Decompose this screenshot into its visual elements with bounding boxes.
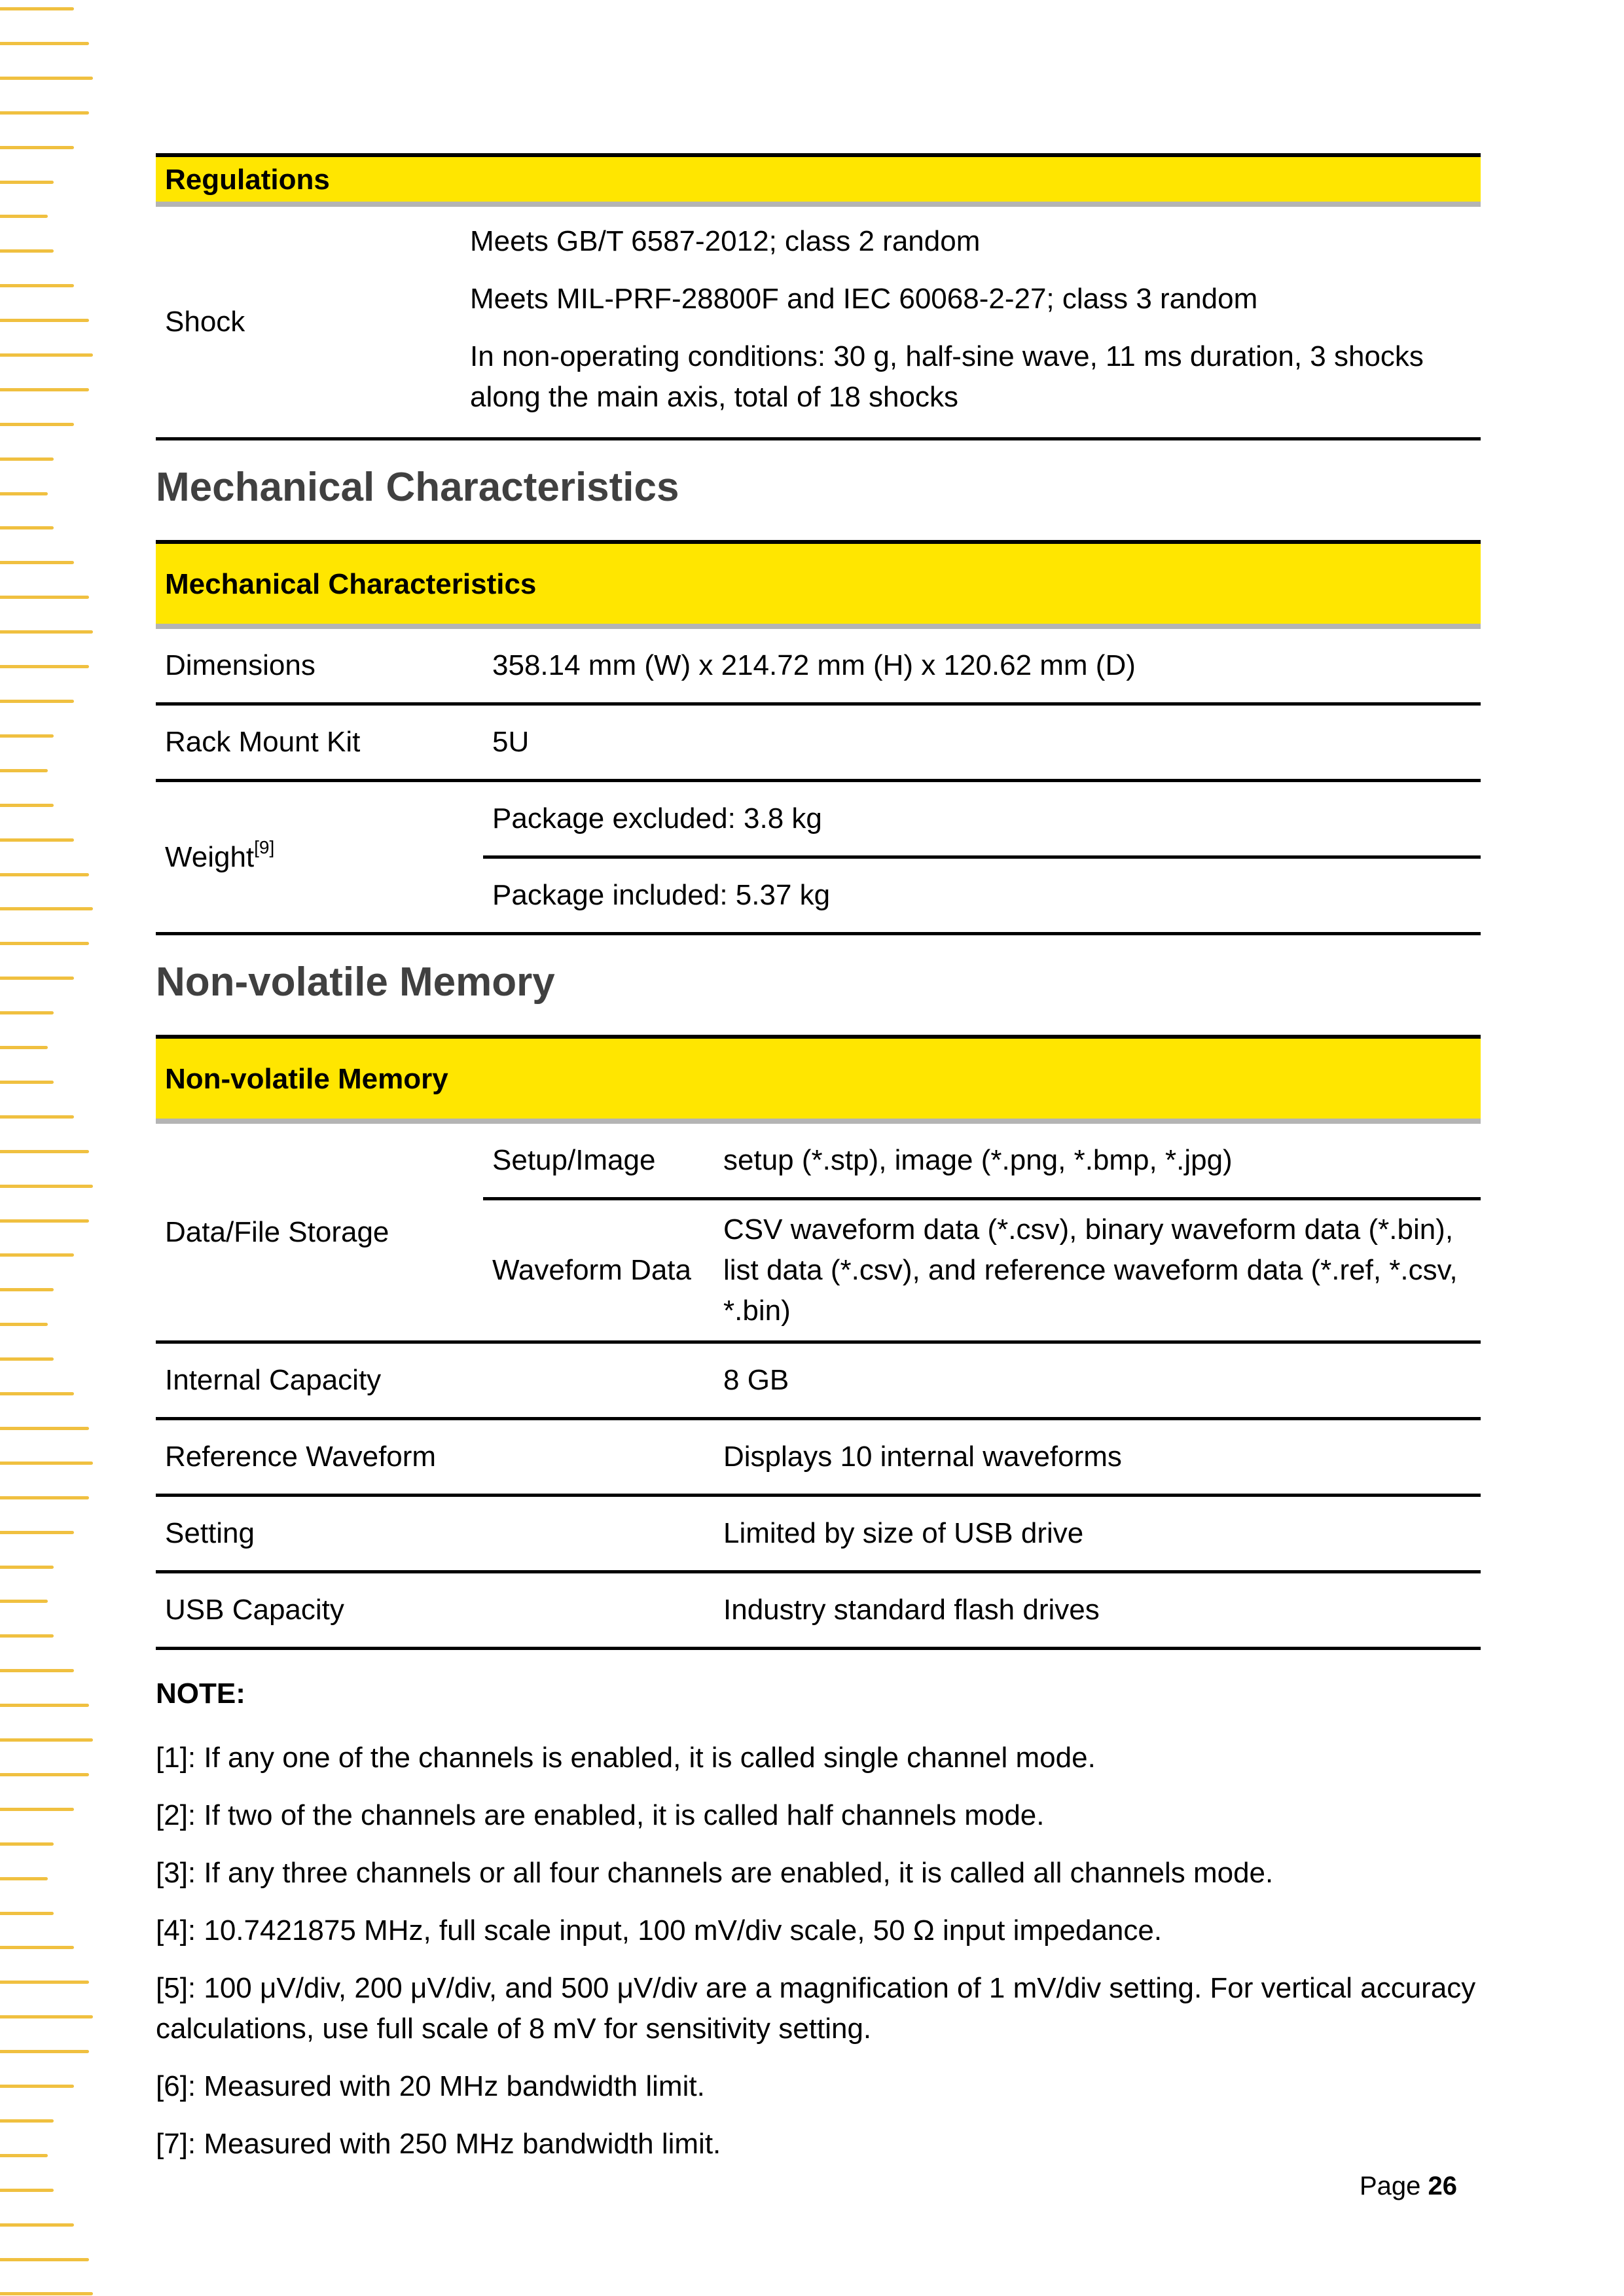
row-label: Setting: [156, 1496, 714, 1572]
ruler-tick: [0, 1738, 93, 1742]
table-row: [156, 1419, 1481, 1496]
ruler-tick: [0, 873, 89, 876]
ruler-tick: [0, 630, 93, 634]
ruler-tick: [0, 1150, 89, 1153]
ruler-tick: [0, 1842, 54, 1846]
ruler-tick: [0, 1115, 74, 1119]
table-row: [156, 1342, 1481, 1419]
ruler-tick: [0, 1912, 54, 1915]
ruler-tick: [0, 284, 74, 287]
table-row: [156, 781, 1481, 857]
mechanical-table: [156, 540, 1481, 935]
shock-spec-line: In non-operating conditions: 30 g, half-sine wave, 11 ms duration, 3 shocks along the main axis, total of 18 shocks: [470, 340, 1424, 413]
row-value: Industry standard flash drives: [714, 1572, 1481, 1649]
row-value: Package included: 5.37 kg: [483, 857, 1481, 934]
row-label: Dimensions: [156, 626, 483, 704]
ruler-tick: [0, 77, 93, 80]
ruler-tick: [0, 111, 89, 115]
ruler-tick: [0, 181, 54, 184]
ruler-tick: [0, 1323, 48, 1326]
ruler-tick: [0, 1531, 74, 1534]
note-item: [3]: If any three channels or all four channels are enabled, it is called all channels mode.: [156, 1857, 1274, 1889]
note-item: [1]: If any one of the channels is enabled, it is called single channel mode.: [156, 1742, 1096, 1774]
ruler-tick: [0, 388, 89, 391]
note-item: [2]: If two of the channels are enabled, it is called half channels mode.: [156, 1799, 1045, 1831]
ruler-tick: [0, 1704, 89, 1707]
ruler-tick: [0, 769, 48, 772]
ruler-tick: [0, 492, 48, 495]
ruler-tick: [0, 1219, 89, 1223]
row-label: Shock: [156, 204, 461, 439]
row-sublabel: Setup/Image: [483, 1121, 714, 1199]
ruler-tick: [0, 1566, 54, 1569]
row-value: Package excluded: 3.8 kg: [483, 781, 1481, 857]
ruler-tick: [0, 1981, 89, 1984]
ruler-tick: [0, 423, 74, 426]
row-value: CSV waveform data (*.csv), binary waveform data (*.bin), list data (*.csv), and reference waveform data (*.ref, *.csv, *.bin): [714, 1199, 1481, 1342]
ruler-tick: [0, 942, 89, 945]
ruler-tick: [0, 1392, 74, 1395]
ruler-tick: [0, 1357, 54, 1361]
row-label: Internal Capacity: [156, 1342, 714, 1419]
ruler-tick: [0, 457, 54, 461]
ruler-tick: [0, 596, 89, 599]
margin-ruler-decoration: [0, 0, 105, 2296]
table-header: Non-volatile Memory: [156, 1037, 1481, 1121]
row-label: USB Capacity: [156, 1572, 714, 1649]
ruler-tick: [0, 2258, 89, 2261]
page-number: 26: [1428, 2172, 1457, 2200]
row-label: Data/File Storage: [156, 1121, 483, 1342]
note-item: [6]: Measured with 20 MHz bandwidth limit.: [156, 2070, 705, 2102]
row-value: 5U: [483, 704, 1481, 781]
ruler-tick: [0, 1600, 48, 1603]
ruler-tick: [0, 2189, 54, 2192]
ruler-tick: [0, 1081, 54, 1084]
notes-section: [156, 1674, 1481, 2164]
note-item: [4]: 10.7421875 MHz, full scale input, 100 mV/div scale, 50 Ω input impedance.: [156, 1914, 1163, 1946]
section-heading-non-volatile-memory: Non-volatile Memory: [156, 960, 555, 1005]
ruler-tick: [0, 1462, 93, 1465]
ruler-tick: [0, 1773, 89, 1776]
regulations-table: [156, 153, 1481, 440]
ruler-tick: [0, 838, 74, 842]
table-row: [156, 1121, 1481, 1199]
ruler-tick: [0, 665, 89, 668]
ruler-tick: [0, 1669, 74, 1672]
table-row: [156, 204, 1481, 439]
ruler-tick: [0, 2015, 93, 2018]
shock-spec-line: Meets MIL-PRF-28800F and IEC 60068-2-27; class 3 random: [470, 283, 1258, 315]
page-content: [156, 153, 1481, 2164]
ruler-tick: [0, 1427, 89, 1430]
ruler-tick: [0, 526, 54, 529]
shock-spec-line: Meets GB/T 6587-2012; class 2 random: [470, 225, 981, 257]
row-sublabel: Waveform Data: [483, 1199, 714, 1342]
ruler-tick: [0, 907, 93, 910]
page-label: Page: [1359, 2172, 1421, 2200]
ruler-tick: [0, 1288, 54, 1291]
ruler-tick: [0, 1877, 48, 1880]
notes-title: NOTE:: [156, 1677, 245, 1710]
row-label: [156, 781, 483, 934]
ruler-tick: [0, 2223, 74, 2227]
ruler-tick: [0, 2050, 89, 2053]
ruler-tick: [0, 2154, 48, 2157]
ruler-tick: [0, 215, 48, 218]
ruler-tick: [0, 977, 74, 980]
ruler-tick: [0, 1808, 74, 1811]
ruler-tick: [0, 146, 74, 149]
ruler-tick: [0, 561, 74, 564]
ruler-tick: [0, 1185, 93, 1188]
row-label: Reference Waveform: [156, 1419, 714, 1496]
ruler-tick: [0, 700, 74, 703]
table-row: [156, 1572, 1481, 1649]
ruler-tick: [0, 42, 89, 45]
note-item: [5]: 100 μV/div, 200 μV/div, and 500 μV/div are a magnification of 1 mV/div setting. For vertical accuracy calculations, use full scale of 8 mV for sensitivity setting.: [156, 1972, 1476, 2045]
section-heading-mechanical: Mechanical Characteristics: [156, 465, 679, 510]
weight-label: Weight: [165, 840, 255, 873]
ruler-tick: [0, 804, 54, 807]
page-footer: [1360, 2172, 1457, 2201]
table-row: [156, 1496, 1481, 1572]
footnote-ref: [9]: [254, 836, 275, 857]
ruler-tick: [0, 2085, 74, 2088]
ruler-tick: [0, 1496, 89, 1499]
ruler-tick: [0, 2119, 54, 2123]
ruler-tick: [0, 1946, 74, 1949]
ruler-tick: [0, 7, 74, 10]
ruler-tick: [0, 249, 54, 253]
note-item: [7]: Measured with 250 MHz bandwidth limit.: [156, 2128, 721, 2160]
ruler-tick: [0, 1011, 54, 1014]
row-value: [461, 204, 1481, 439]
non-volatile-memory-table: [156, 1035, 1481, 1650]
table-row: [156, 704, 1481, 781]
ruler-tick: [0, 734, 54, 738]
ruler-tick: [0, 319, 89, 322]
ruler-tick: [0, 1046, 48, 1049]
row-value: Displays 10 internal waveforms: [714, 1419, 1481, 1496]
table-header: Mechanical Characteristics: [156, 542, 1481, 626]
ruler-tick: [0, 353, 93, 357]
table-header: Regulations: [156, 155, 1481, 204]
table-row: [156, 626, 1481, 704]
row-value: setup (*.stp), image (*.png, *.bmp, *.jpg): [714, 1121, 1481, 1199]
row-value: 358.14 mm (W) x 214.72 mm (H) x 120.62 mm (D): [483, 626, 1481, 704]
ruler-tick: [0, 1634, 54, 1638]
row-value: 8 GB: [714, 1342, 1481, 1419]
row-value: Limited by size of USB drive: [714, 1496, 1481, 1572]
ruler-tick: [0, 2292, 93, 2295]
row-label: Rack Mount Kit: [156, 704, 483, 781]
ruler-tick: [0, 1253, 74, 1257]
